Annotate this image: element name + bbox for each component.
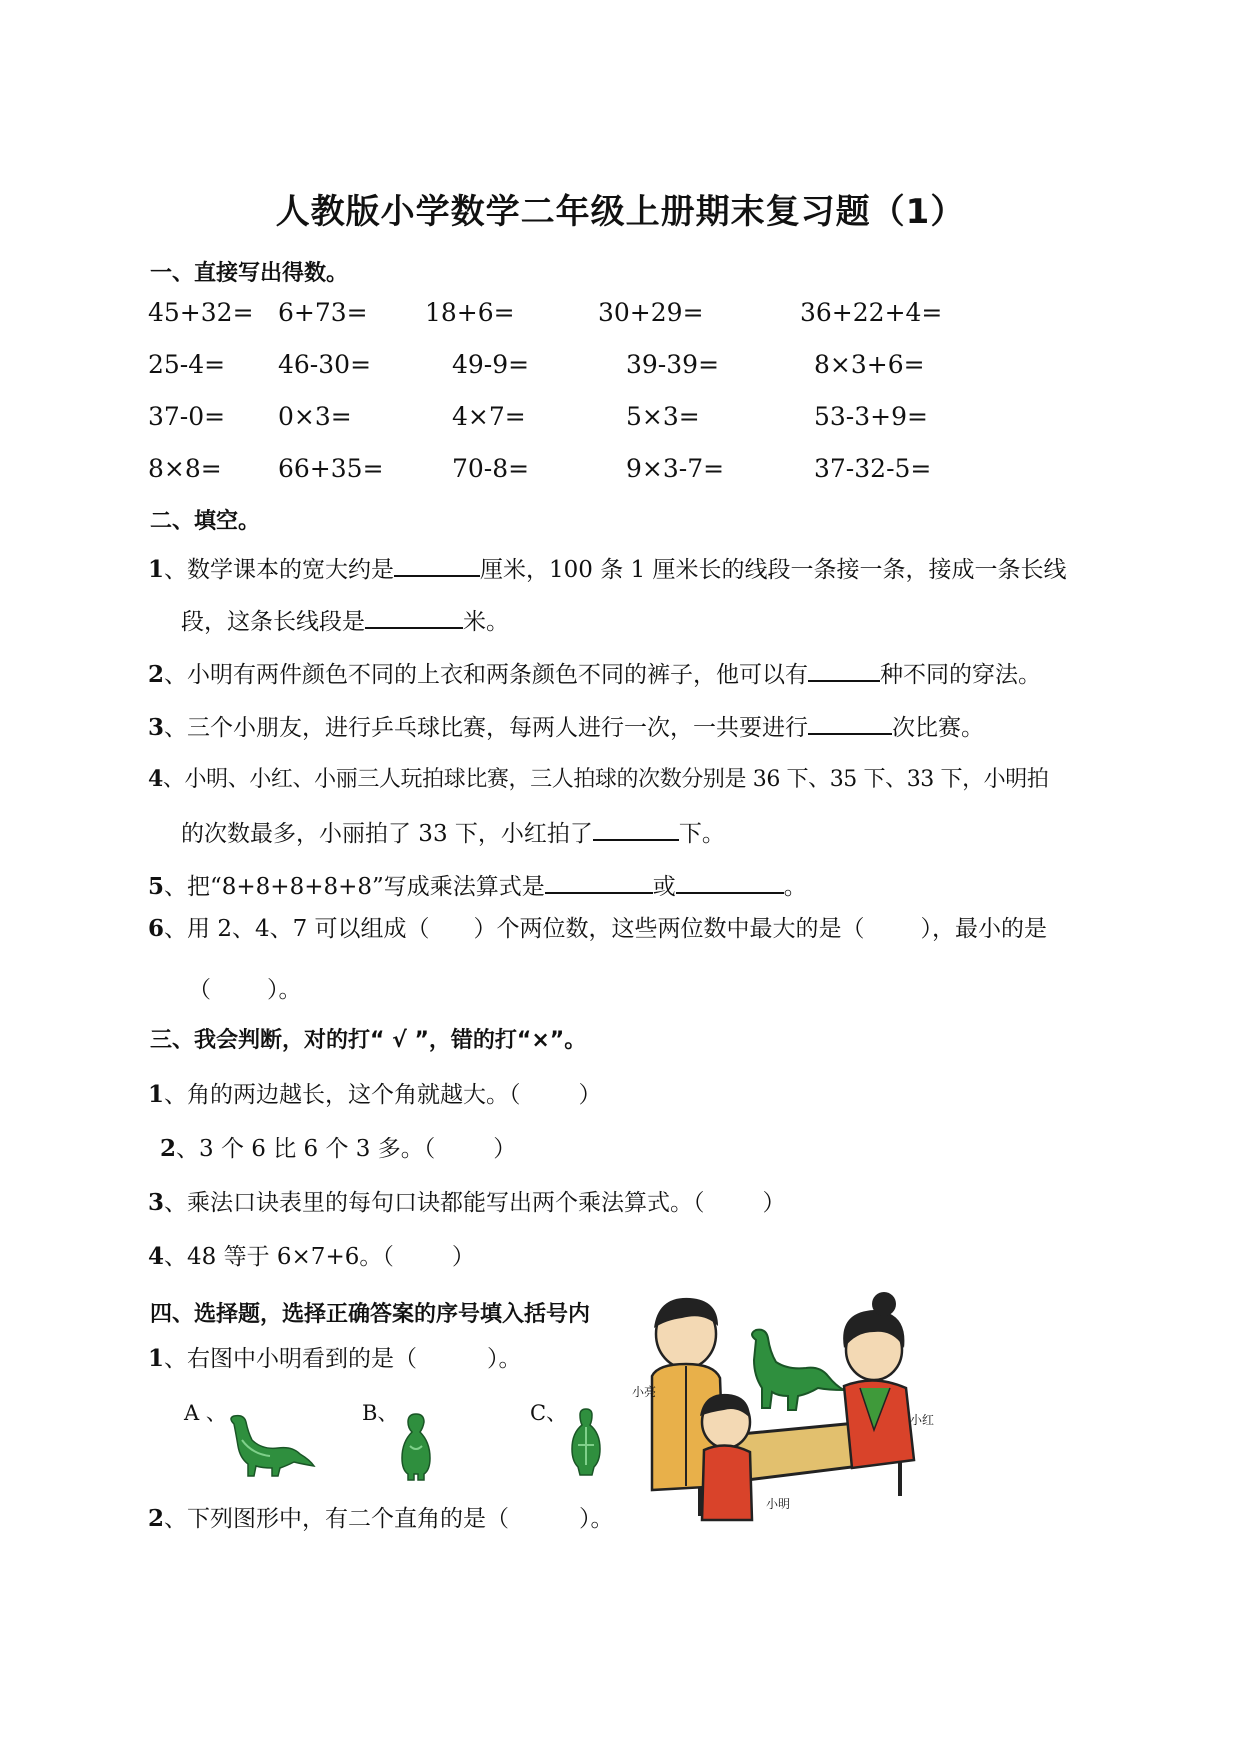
fill-question-5 (148, 868, 807, 901)
answer-blank[interactable] (808, 658, 880, 682)
question-text: 、48 等于 6×7+6。（ (164, 1244, 394, 1270)
calc-item: 5×3= (626, 402, 700, 431)
option-b-label[interactable]: B、 (362, 1401, 399, 1425)
question-text: 、下列图形中，有二个直角的是（ (164, 1506, 510, 1532)
dinosaur-back-view-icon (560, 1405, 612, 1477)
question-text: 或 (652, 874, 676, 900)
calc-item: 30+29= (598, 298, 704, 327)
question-text: 米。 (463, 609, 509, 635)
calc-item: 45+32= (148, 298, 254, 327)
question-text: ）。 (267, 977, 302, 1003)
question-text: ），最小的是 (920, 916, 1048, 942)
section2-heading: 二、填空。 (150, 509, 261, 534)
answer-blank[interactable] (545, 870, 653, 894)
page-title: 人教版小学数学二年级上册期末复习题（1） (275, 192, 966, 232)
calc-item: 37-0= (148, 402, 226, 431)
question-text: 下。 (678, 821, 725, 847)
calc-item: 18+6= (425, 298, 515, 327)
section3-heading: 三、我会判断，对的打“ √ ”，错的打“×”。 (150, 1028, 587, 1053)
question-number: 5 (148, 873, 165, 900)
calc-item: 53-3+9= (814, 402, 928, 431)
answer-blank[interactable] (676, 870, 784, 894)
calc-item: 36+22+4= (800, 298, 943, 327)
question-number: 1 (148, 1345, 165, 1372)
question-text: 、数学课本的宽大约是 (164, 557, 395, 583)
question-text: （ (188, 977, 211, 1003)
dinosaur-front-view-icon (390, 1410, 442, 1482)
question-text: ）。 (487, 1346, 522, 1372)
label-xiaohong: 小红 (910, 1413, 935, 1427)
question-number: 3 (148, 714, 165, 741)
question-text: 、乘法口诀表里的每句口诀都能写出两个乘法算式。（ (164, 1190, 705, 1216)
calc-item: 4×7= (452, 402, 526, 431)
question-number: 4 (148, 1243, 165, 1270)
calc-item: 66+35= (278, 454, 384, 483)
answer-blank[interactable] (808, 711, 892, 735)
calc-item: 46-30= (278, 350, 372, 379)
question-text: ） (493, 1136, 517, 1162)
question-text: 。 (783, 874, 807, 900)
calc-item: 0×3= (278, 402, 352, 431)
question-number: 2 (160, 1135, 177, 1162)
question-text: 种不同的穿法。 (880, 662, 1042, 688)
child-xiaoming (700, 1394, 752, 1520)
question-text: ） (578, 1082, 602, 1108)
question-text: 、把“8+8+8+8+8”写成乘法算式是 (164, 874, 545, 900)
calc-item: 9×3-7= (626, 454, 725, 483)
answer-blank[interactable] (365, 605, 463, 629)
calc-item: 70-8= (452, 454, 530, 483)
question-text: 、三个小朋友，进行乒乓球比赛，每两人进行一次，一共要进行 (164, 715, 809, 741)
calc-item: 25-4= (148, 350, 226, 379)
fill-question-3 (148, 709, 984, 742)
question-number: 1 (148, 556, 165, 583)
question-text: 段，这条长线段是 (181, 609, 365, 635)
question-number: 3 (148, 1189, 165, 1216)
label-xiaoliang: 小亮 (632, 1385, 657, 1399)
fill-question-6-cont (188, 971, 302, 1004)
question-text: ） (451, 1244, 475, 1270)
table-dinosaur (752, 1330, 844, 1410)
section4-heading: 四、选择题，选择正确答案的序号填入括号内 (150, 1302, 591, 1327)
answer-blank[interactable] (394, 553, 480, 577)
section1-heading: 一、直接写出得数。 (150, 261, 349, 286)
fill-question-6 (148, 910, 1047, 943)
question-number: 4 (148, 766, 163, 792)
question-text: ） (762, 1190, 786, 1216)
option-a-label[interactable]: A 、 (184, 1401, 227, 1425)
fill-question-2 (148, 656, 1041, 689)
question-text: ）。 (579, 1506, 614, 1532)
question-text: 的次数最多，小丽拍了 33 下，小红拍了 (181, 821, 593, 847)
fill-question-1-cont (181, 603, 509, 636)
judge-item (160, 1130, 516, 1163)
fill-question-1 (148, 551, 1066, 584)
calc-item: 39-39= (626, 350, 720, 379)
question-number: 2 (148, 1505, 165, 1532)
dinosaur-side-view-icon (222, 1410, 317, 1480)
question-text: 次比赛。 (892, 715, 985, 741)
judge-item (148, 1238, 475, 1271)
question-number: 1 (148, 1081, 165, 1108)
calc-item: 6+73= (278, 298, 368, 327)
calc-item: 8×8= (148, 454, 222, 483)
question-text: 厘米，100 条 1 厘米长的线段一条接一条，接成一条长线 (480, 557, 1067, 583)
choice-question-2 (148, 1500, 614, 1533)
fill-question-4-cont (181, 815, 725, 848)
fill-question-4 (148, 762, 1048, 793)
question-number: 6 (148, 915, 165, 942)
option-c-label[interactable]: C、 (530, 1401, 568, 1425)
question-text: 、角的两边越长，这个角就越大。（ (164, 1082, 521, 1108)
children-table-illustration (632, 1290, 938, 1522)
judge-item (148, 1184, 786, 1217)
label-xiaoming: 小明 (766, 1497, 791, 1511)
question-number: 2 (148, 661, 165, 688)
question-text: 、3 个 6 比 6 个 3 多。（ (176, 1136, 436, 1162)
calc-item: 8×3+6= (814, 350, 925, 379)
child-xiaohong (843, 1292, 914, 1468)
calc-item: 37-32-5= (814, 454, 932, 483)
calc-item: 49-9= (452, 350, 530, 379)
judge-item (148, 1076, 602, 1109)
question-text: 、用 2、4、7 可以组成（ (164, 916, 430, 942)
answer-blank[interactable] (593, 817, 679, 841)
choice-question-1 (148, 1340, 522, 1373)
question-text: ）个两位数，这些两位数中最大的是（ (473, 916, 865, 942)
question-text: 、右图中小明看到的是（ (164, 1346, 418, 1372)
question-text: 、小明有两件颜色不同的上衣和两条颜色不同的裤子，他可以有 (164, 662, 809, 688)
question-text: 、小明、小红、小丽三人玩拍球比赛，三人拍球的次数分别是 36 下、35 下、33 下，小明拍 (162, 767, 1049, 792)
